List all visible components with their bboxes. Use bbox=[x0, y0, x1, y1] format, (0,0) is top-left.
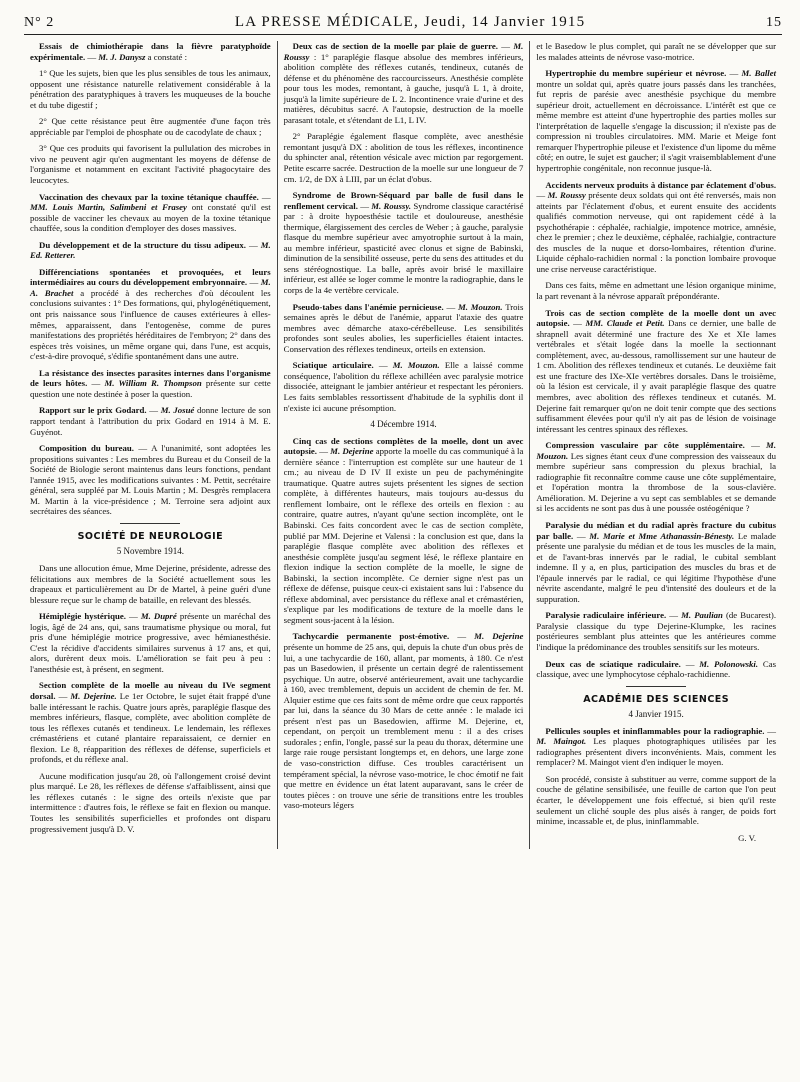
column-2 bbox=[277, 41, 530, 849]
article-heading: Composition du bureau. bbox=[39, 443, 134, 454]
article-heading: Vaccination des chevaux par la toxine tétanique chauffée. bbox=[39, 191, 259, 202]
article-heading: Sciatique articulaire. bbox=[292, 360, 374, 371]
article-author: M. Dupré bbox=[140, 611, 177, 622]
article-paratyphoid: Essais de chimiothérapie dans la fièvre paratyphoïde expérimentale. — M. J. Danysz a constaté : bbox=[30, 41, 271, 62]
article-author: M. Dejerine bbox=[330, 446, 374, 457]
article-heading: Hémiplégie hystérique. bbox=[39, 611, 126, 622]
article-author: M. Ballet bbox=[741, 68, 777, 79]
article-shell-shock: Accidents nerveux produits à distance par éclatement d'obus. — M. Roussy présente deux soldats qui ont été renversés, mais non atteints par l'éclatement d'obus, et eurent ensuite des accidents qualifiés commotion nerveuse, qui ont rapidement cédé à la psychothérapie : céphalée, rachialgie, impotence motrice, amnésie, chez le premier ; chez le deuxième, céphalée, rachialgie, contracture des muscles de la nuque et dorso-lombaires, rétention d'urine. Liquide céphalo-rachidien normal : la ponction lombaire provoque une crise nerveuse caractéristique. bbox=[536, 179, 777, 274]
session-date: 4 Décembre 1914. bbox=[370, 419, 437, 430]
article-author: M. Polonowski. bbox=[699, 658, 759, 669]
article-heading: Rapport sur le prix Godard. bbox=[39, 405, 147, 416]
article-author: M. Mouzon. bbox=[392, 360, 440, 371]
article-heading: Paralysie radiculaire inférieure. bbox=[545, 610, 667, 621]
article-sciatica: Sciatique articulaire. — M. Mouzon. Elle a laissé comme conséquence, l'abolition du réflexe achilléen avec paralysie motrice dissociée, atteignant le jambier antérieur et respectant les péroniers. Les faits semblables ressortissent d'habitude de la syphilis dont il n'existe ici aucune présomption. bbox=[283, 360, 524, 413]
session-date: 4 Janvier 1915. bbox=[628, 709, 684, 720]
article-author: M. Roussy bbox=[547, 190, 586, 201]
article-text: a constaté : bbox=[147, 51, 187, 62]
article-text: Le 1er Octobre, le sujet était frappé d'une balle intéressant le rachis. Quatre jours après, paraplégie flasque des membres inférieurs, flasque, complète, avec abolition complète de tous les réflexes cutanés et tendineux. Le lendemain, les réflexes crémastériens et cutané plantaire reparaissaient, ce dernier en flexion. Le 8, réapparition des réflexes de défense, superficiels et profonds, et du réflexe anal. bbox=[30, 690, 271, 765]
article-section-iv: Section complète de la moelle au niveau du IVe segment dorsal. — M. Dejerine. Le 1er Octobre, le sujet était frappé d'une balle intéressant le rachis. Quatre jours après, paraplégie flasque des membres inférieurs, flasque, complète, avec abolition complète de tous les réflexes cutanés et tendineux. Le lendemain, les réflexes crémastériens et cutané plantaire reparaissaient, ce dernier en flexion. Le 8, réapparition des réflexes de défense, superficiels et profonds, et du réflexe anal. bbox=[30, 680, 271, 765]
page-number: 15 bbox=[766, 15, 782, 30]
signature: G. V. bbox=[738, 832, 757, 843]
article-bureau bbox=[30, 443, 271, 517]
paragraph: Dans une allocution émue, Mme Dejerine, présidente, adresse des félicitations aux membres de la Société actuellement sous les drapeaux et particulièrement au Dr de Martel, à peine guéri d'une blessure reçue sur le champ de bataille, en relevant des blessés. bbox=[30, 562, 271, 605]
article-text: présente un maréchal des logis, âgé de 24 ans, qui, sans traumatisme physique ou moral, fut pris d'une hémiplégie motrice progressive, avec hémianesthésie. C'est la récidive d'accidents similaires survenus à 17 ans, et qui, alors, durèrent deux mois. L'amélioration se fait peu à peu : l'anesthésie est, à présent, en segment. bbox=[30, 611, 271, 674]
column-3 bbox=[529, 41, 782, 849]
article-heading: Essais de chimiothérapie dans la fièvre paratyphoïde expérimentale. bbox=[30, 41, 271, 62]
article-text: Les plaques photographiques utilisées par les radiographes présentent divers inconvénients. Mais, comment les remplacer? M. Maingot vient d'en indiquer le moyen. bbox=[536, 736, 777, 768]
article-author: M. Dejerine bbox=[474, 631, 524, 642]
article-author: M. Ed. Retterer. bbox=[30, 239, 271, 261]
article-text: présente un homme de 25 ans, qui, depuis la chute d'un obus près de lui, a une tachycardie de 160, allant, par moments, à 180. Ce n'est pas un Basedowien, il présente un certain degré de ralentissement psychique. Un autre, observé antérieurement, avait une tachycardie à 160, avec tremblement, depuis un accident de chemin de fer. M. Alquier estime que ces faits sont de même ordre que ceux rapportés par lui, dans la séance du 30 Mars de cette année : le malade ici présent n'est pas un Basedowien, affirme M. Dejerine, et, cependant, on perçoit un tremblement menu : il a des crises sudorales ; enfin, l'ongle, passé sur la peau du thorax, détermine une large raie rouge persistant longtemps et, en dehors, une large zone de vaso-constriction diffuse. Ces troubles caractérisent un tempérament spécial, la névrose vaso-motrice, le choc émotif ne fait que mettre en évidence un état latent auparavant, sans le créer de toutes pièces : on trouve une série de transitions entre les troubles vaso-moteurs légers bbox=[283, 641, 524, 811]
paragraph: Aucune modification jusqu'au 28, où l'allongement croisé devint plus marqué. Le 28, les réflexes de défense s'affaiblissent, ainsi que les réflexes cutanés : le signe des orteils n'existe que par intermittence : d'autres fois, le réflexe se fait en flexion ou manque. Toutes les sensibilités superficielles et profondes ont disparu progressivement jusqu'à D. V. bbox=[30, 770, 271, 834]
page-header bbox=[24, 14, 782, 35]
article-text: apporte la moelle du cas communiqué à la dernière séance : l'interruption est complète sur une hauteur de 1 cm.; au niveau de D IV II existe un peu de pachyméningite traumatique. Quatre autres sujets présentent les signes de section complète, à différentes hauteurs, mais toujours au-dessus du renflement lombaire, ont le réflexe des orteils en flexion : au contraire, quatre autres, n'ayant qu'une section incomplète, ont le Babinski. Ces faits concordent avec le cas de section complète, publié par MM. Dejerine et Valensi : la conclusion est que, dans la paraplégie flasque complète avec abolition des réflexes et anesthésie complète jusqu'au segment lésé, le réflexe plantaire en flexion indique la section complète de la moelle, le signe de Babinski, la section incomplète. Ce dernier signe n'est pas un réflexe de défense, puisque ceux-ci existaient sans lui : l'absence du réflexe abdominal, avec persistance du réflexe anal et crémastérien, s'explique par les modifications de texture de la moelle dans le segment sous-jacent à la lésion. bbox=[283, 446, 524, 625]
paragraph: 2° Que cette résistance peut être augmentée d'une façon très appréciable par l'emploi de phosphate ou de cacodylate de chaux ; bbox=[30, 116, 271, 137]
article-radicular-sciatica: Deux cas de sciatique radiculaire. — M. Polonowski. Cas classique, avec une lymphocytose céphalo-rachidienne. bbox=[536, 658, 777, 680]
paragraph: et le Basedow le plus complet, qui paraît ne se développer que sur les malades atteints de névrose vaso-motrice. bbox=[536, 41, 777, 62]
columns bbox=[24, 41, 782, 849]
article-text: — A l'unanimité, sont adoptées les propositions suivantes : Les membres du Bureau et du Conseil de la Société de Biologie seront maintenus dans leurs fonctions, pendant l'année 1915, avec les modifications suivantes : M. Pettit, secrétaire général, sera suppléé par M. Louis Martin ; M. Desgrès remplacera M. Martin à la vice-présidence ; M. Terroine sera adjoint aux secrétaires des séances. bbox=[30, 443, 271, 517]
article-author: M. Roussy bbox=[283, 41, 524, 62]
session-date: 5 Novembre 1914. bbox=[116, 546, 184, 557]
article-author: M. A. Brachet bbox=[30, 277, 271, 298]
article-pseudo-tabes: Pseudo-tabes dans l'anémie pernicieuse. — M. Mouzon. Trois semaines après le début de l'anémie, apparut l'ataxie des quatre membres avec démarche ataxo-cérébelleuse. Les sensibilités profondes sont seules abolies, les superficielles étaient intactes. Conservation des réflexes tendineux, orteils en extension. bbox=[283, 301, 524, 354]
paragraph: 3° Que ces produits qui favorisent la pullulation des microbes in vivo ne peuvent agir qu'en augmentant les moyens de défense de l'organisme et notamment en excitant l'activité phagocytaire des leucocytes. bbox=[30, 143, 271, 186]
article-heading: Pseudo-tabes dans l'anémie pernicieuse. bbox=[292, 301, 444, 312]
article-godard: Rapport sur le prix Godard. — M. Josué donne lecture de son rapport tendant à l'attribution du prix Godard en 1914 à M. E. Guyénot. bbox=[30, 405, 271, 437]
article-heading: Syndrome de Brown-Séquard par balle de fusil dans le renflement cervical. bbox=[283, 190, 524, 211]
article-differentiation: Différenciations spontanées et provoquées, et leurs intermédiaires au cours du développement embryonnaire. — M. A. Brachet a procédé à des recherches d'où découlent les conclusions suivantes : 1° Des formations, qui, phylogénétiquement, ont pris naissance sous l'influence de causes extérieures à elles-mêmes, apparaissent, dans l'entogenèse, comme de pures manifestations des propriétés héréditaires de l'embryon; 2° dans des espèces très voisines, un même organe qui, dans l'une, est acquis, c'est-à-dire provoqué, s'édifie spontanément dans une autre. bbox=[30, 266, 271, 362]
article-author: M. Marie et Mme Athanassin-Bénesty. bbox=[589, 530, 735, 541]
article-three-cases: Trois cas de section complète de la moelle dont un avec autopsie. — MM. Claude et Petit. Dans ce dernier, une balle de shrapnell avait déterminé une fracture des Xe et XIe lames vertébrales et s'était logée dans la moelle la sectionnant complètement, avec, au-dessous, ramollissement sur une hauteur de 1 cm. Abolition des réflexes tendineux et cutanés. Le deuxième fait est une fracture des IXe-XIe vertèbres dorsales. Dans le troisième, où la lésion est cervicale, il y avait paraplégie flasque des quatre membres, avec abolition des réflexes tendineux et cutanés. M. Dejerine fait remarquer qu'on ne doit tenir compte que des sections suffisamment élevées pour qu'il n'y ait pas de lésion de voisinage intéressant les centres spinaux des réflexes. bbox=[536, 307, 777, 434]
article-tetanus: Vaccination des chevaux par la toxine tétanique chauffée. — MM. Louis Martin, Salimbeni et Frasey ont constaté qu'il est possible de vacciner les chevaux au moyen de la toxine tétanique chauffée, sous la condition d'employer des doses massives. bbox=[30, 191, 271, 234]
paragraph: 2° Paraplégie également flasque complète, avec anesthésie remontant jusqu'à DX : abolition de tous les réflexes, incontinence du sphincter anal, rétention vésicale avec miction par regorgement. Petite escarre sacrée. Destruction de la moelle sur une longueur de 7 cm. 1/2, de DX à LIII, par un éclat d'obus. bbox=[283, 131, 524, 184]
paragraph: 1° Que les sujets, bien que les plus sensibles de tous les animaux, opposent une résistance naturelle relativement considérable à la pénétration des paratyphiques à travers les muqueuses de la bouche et du tube digestif ; bbox=[30, 68, 271, 110]
article-text: donne lecture de son rapport tendant à l'attribution du prix Godard en 1914 à M. E. Guyénot. bbox=[30, 405, 271, 437]
article-heading: Cinq cas de sections complètes de la moelle, dont un avec autopsie. bbox=[283, 435, 524, 457]
article-author: M. Roussy. bbox=[371, 200, 412, 211]
article-author: M. Mouzon. bbox=[536, 440, 777, 461]
article-author: M. Mouzon. bbox=[457, 301, 503, 312]
article-text: ont constaté qu'il est possible de vacciner les chevaux au moyen de la toxine tétanique chauffée, sous la condition d'employer des doses massives. bbox=[30, 202, 271, 234]
section-heading: ACADÉMIE DES SCIENCES bbox=[583, 693, 730, 705]
journal-title: LA PRESSE MÉDICALE, Jeudi, 14 Janvier 1915 bbox=[234, 14, 586, 30]
article-text: Cas classique, avec une lymphocytose céphalo-rachidienne. bbox=[536, 658, 777, 680]
article-heading: Paralysie du médian et du radial après fracture du cubitus par balle. bbox=[536, 519, 777, 541]
article-author: M. William R. Thompson bbox=[104, 378, 202, 389]
paragraph: Son procédé, consiste à substituer au verre, comme support de la couche de gélatine sensibilisée, une feuille de carton que l'on peut écarter, le développement une fois effectué, si bien qu'il reste seulement un cliché souple des plus aisés à ranger, de poids fort minime, incassable et, de plus, ininflammable. bbox=[536, 773, 777, 827]
article-author: M. J. Danysz bbox=[98, 51, 146, 62]
article-heading: Tachycardie permanente post-émotive. bbox=[292, 631, 450, 642]
article-heading: Section complète de la moelle au niveau du IVe segment dorsal. bbox=[30, 680, 271, 701]
article-heading: Trois cas de section complète de la moelle dont un avec autopsie. bbox=[536, 307, 777, 329]
article-radiography-film: Pellicules souples et ininflammables pour la radiographie. — M. Maingot. Les plaques photographiques utilisées par les radiographes présentent divers inconvénients. Mais, comment les remplacer? M. Maingot vient d'en indiquer le moyen. bbox=[536, 725, 777, 768]
article-author: M. Paulian bbox=[681, 610, 723, 621]
section-heading: SOCIÉTÉ DE NEUROLOGIE bbox=[77, 530, 224, 542]
article-radicular: Paralysie radiculaire inférieure. — M. Paulian (de Bucarest). Paralysie classique du type Dejerine-Klumpke, les racines postérieures semblant plus atteintes que les antérieures comme l'indique la prédominance des troubles sensitifs sur les moteurs. bbox=[536, 610, 777, 652]
column-1 bbox=[24, 41, 277, 849]
article-text: : 1° paraplégie flasque absolue des membres inférieurs, abolition complète des réflexes cutanés, tendineux, cutanés de défense et du phénomène des raccourcisseurs. Anesthésie complète pour tous les modes, remontant, à gauche, jusqu'à L 1, à droite, jusqu'à la limite supérieure de L 2. Incontinence vraie d'urine et des matières, décubitus sacré. A l'autopsie, destruction de la moelle parasant totale, et s'étendant de L1, L IV. bbox=[283, 51, 524, 125]
article-text: a procédé à des recherches d'où découlent les conclusions suivantes : 1° Des formations, qui, phylogénétiquement, ont pris naissance sous l'influence de causes extérieures à elles-mêmes, apparaissent, dans l'entogenèse, comme de pures manifestations des propriétés héréditaires de l'embryon; 2° dans des espèces très voisines, un même organe qui, dans l'une, est acquis, c'est-à-dire provoqué, s'édifie spontanément dans une autre. bbox=[30, 287, 271, 362]
article-brown-sequard: Syndrome de Brown-Séquard par balle de fusil dans le renflement cervical. — M. Roussy. Syndrome classique caractérisé par : à droite hypoesthésie tactile et douloureuse, anesthésie thermique, élargissement des cercles de Weber ; à gauche, paralysie flasque du membre supérieur avec amyotrophie surtout à la main, au membre inférieur, spasticité avec clonus et signe de Babinski, diminution de la sensibilité osseuse, perte du sens des attitudes et du sens stéréognostique. La balle, après avoir brisé le maxillaire inférieur, est allée se loger comme le montre la radiographie, dans le corps de la 4e vertèbre cervicale. bbox=[283, 190, 524, 296]
article-heading: Différenciations spontanées et provoquées, et leurs intermédiaires au cours du développement embryonnaire. bbox=[30, 266, 271, 288]
article-war-wound: Deux cas de section de la moelle par plaie de guerre. — M. Roussy : 1° paraplégie flasque absolue des membres inférieurs, abolition complète des réflexes cutanés, tendineux, cutanés de défense et du phénomène des raccourcisseurs. Anesthésie complète pour tous les modes, remontant, à gauche, jusqu'à L 1, à droite, jusqu'à la limite supérieure de L 2. Incontinence vraie d'urine et des matières, décubitus sacré. A l'autopsie, destruction de la moelle parasant totale, et s'étendant de L1, L IV. bbox=[283, 41, 524, 125]
article-heading: Compression vasculaire par côte supplémentaire. bbox=[545, 440, 745, 451]
article-author: MM. Louis Martin, Salimbeni et Frasey bbox=[30, 202, 187, 213]
article-author: MM. Claude et Petit. bbox=[585, 318, 665, 329]
article-text: Trois semaines après le début de l'anémie, apparut l'ataxie des quatre membres avec démarche ataxo-cérébelleuse. Les sensibilités profondes sont seules abolies, les superficielles étaient intactes. Conservation des réflexes tendineux, orteils en extension. bbox=[283, 301, 524, 354]
article-heading: Deux cas de section de la moelle par plaie de guerre. bbox=[292, 41, 498, 51]
article-text: Syndrome classique caractérisé par : à droite hypoesthésie tactile et douloureuse, anesthésie thermique, élargissement des cercles de Weber ; à gauche, paralysie flasque du membre supérieur avec amyotrophie surtout à la main, au membre inférieur, spasticité avec clonus et signe de Babinski, diminution de la sensibilité osseuse, perte du sens des attitudes et du sens stéréognostique. La balle, après avoir brisé le maxillaire inférieur, est allée se loger comme le montre la radiographie, dans le corps de la 4e vertèbre cervicale. bbox=[283, 200, 524, 296]
article-heading: La résistance des insectes parasites internes dans l'organisme de leurs hôtes. bbox=[30, 367, 271, 389]
divider bbox=[626, 686, 686, 687]
article-text: Les signes étant ceux d'une compression des vaisseaux du membre supérieur sans compression du plexus brachial, la radiographie fit reconnaître comme cause une côte supplémentaire, et l'opération montra la thrombose de la sous-clavière. Amélioration. M. Dejerine a vu sept cas semblables et se demande si les accidents ne sont pas dus à une poussée ostéogénique ? bbox=[536, 450, 777, 514]
article-hemiplegia: Hémiplégie hystérique. — M. Dupré présente un maréchal des logis, âgé de 24 ans, qui, sans traumatisme physique ou moral, fut pris d'une hémiplégie motrice progressive, avec hémianesthésie. C'est la récidive d'accidents similaires survenus à 17 ans, et qui, alors, durèrent deux mois. L'amélioration se fait peu à peu : l'anesthésie est, à présent, en segment. bbox=[30, 611, 271, 674]
article-adipose: Du développement et de la structure du tissu adipeux. — M. Ed. Retterer. bbox=[30, 239, 271, 261]
article-text: présente deux soldats qui ont été renversés, mais non atteints par l'éclatement d'obus, et eurent ensuite des accidents qualifiés commotion nerveuse, qui ont rapidement cédé à la psychothérapie : céphalée, rachialgie, impotence motrice, amnésie, chez le premier ; chez le deuxième, céphalée, rachialgie, contracture des muscles de la nuque et dorso-lombaires, rétention d'urine. Liquide céphalo-rachidien normal : la ponction lombaire provoque une crise nerveuse caractéristique. bbox=[536, 190, 777, 274]
issue-number: N° 2 bbox=[24, 15, 55, 30]
article-heading: Du développement et de la structure du tissu adipeux. bbox=[39, 239, 246, 250]
article-author: M. Dejerine. bbox=[70, 690, 117, 701]
article-text: présente sur cette question une note destinée à poser la question. bbox=[30, 378, 271, 399]
article-text: Elle a laissé comme conséquence, l'abolition du réflexe achilléen avec paralysie motrice dissociée, atteignant le jambier antérieur et respectant les péroniers. Les faits semblables ressortissent d'habitude de la syphilis dont il n'existe ici aucune présomption. bbox=[283, 360, 524, 413]
divider bbox=[120, 523, 180, 524]
article-heading: Accidents nerveux produits à distance par éclatement d'obus. bbox=[545, 179, 777, 190]
article-text: montre un soldat qui, après quatre jours passés dans les tranchées, fut repris de parésie avec anesthésie psychique du membre supérieur droit, actuellement en décroissance. L'intérêt est que ce même membre est atteint d'une hypertrophie des parties molles sur l'interprétation de laquelle s'engage la discussion; il n'existe pas de compression ni troubles circulatoires. MM. Marie et Meige font remarquer l'hypertrophie pileuse et l'existence d'un lipome du même côté; en outre, le sujet est gaucher; il s'agit vraisemblablement d'une hypertrophie congénitale, non reconnue jusque-là. bbox=[536, 78, 777, 174]
article-heading: Pellicules souples et ininflammables pour la radiographie. bbox=[545, 725, 765, 736]
article-heading: Deux cas de sciatique radiculaire. bbox=[545, 658, 681, 669]
article-insects: La résistance des insectes parasites internes dans l'organisme de leurs hôtes. — M. William R. Thompson présente sur cette question une note destinée à poser la question. bbox=[30, 367, 271, 399]
article-median-radial: Paralysie du médian et du radial après fracture du cubitus par balle. — M. Marie et Mme Athanassin-Bénesty. Le malade présente une paralysie du médian et de tous les muscles de la main, et de l'avant-bras innervés par le radial, le cubital semblant indemne. Il y a, en plus, participation des muscles du bras et de l'épaule innervés par le radial, ce qui légitime l'hypothèse d'une névrite ascendante, malgré le peu d'intensité des douleurs et de la suppuration. bbox=[536, 519, 777, 604]
article-text: Le malade présente une paralysie du médian et de tous les muscles de la main, et de l'avant-bras innervés par le radial, le cubital semblant indemne. Il y a, en plus, participation des muscles du bras et de l'épaule innervés par le radial, ce qui légitime l'hypothèse d'une névrite ascendante, malgré le peu d'intensité des douleurs et de la suppuration. bbox=[536, 530, 777, 604]
article-heading: Hypertrophie du membre supérieur et névrose. bbox=[545, 68, 727, 79]
paragraph: Dans ces faits, même en admettant une lésion organique minime, la part revenant à la névrose apparaît prépondérante. bbox=[536, 280, 777, 302]
article-cervical-rib: Compression vasculaire par côte supplémentaire. — M. Mouzon. Les signes étant ceux d'une compression des vaisseaux du membre supérieur sans compression du plexus brachial, la radiographie fit reconnaître comme cause une côte supplémentaire, et l'opération montra la thrombose de la sous-clavière. Amélioration. M. Dejerine a vu sept cas semblables et se demande si les accidents ne sont pas dus à une poussée ostéogénique ? bbox=[536, 440, 777, 514]
article-tachycardia: Tachycardie permanente post-émotive. — M. Dejerine présente un homme de 25 ans, qui, depuis la chute d'un obus près de lui, a une tachycardie de 160, allant, par moments, à 180. Ce n'est pas un Basedowien, il présente un certain degré de ralentissement psychique. Un autre, observé antérieurement, avait une tachycardie à 160, avec tremblement, depuis un accident de chemin de fer. M. Alquier estime que ces faits sont de même ordre que ceux rapportés par lui, dans la séance du 30 Mars de cette année : le malade ici présent n'est pas un Basedowien, affirme M. Dejerine, et, cependant, on perçoit un tremblement menu : il a des crises sudorales ; enfin, l'ongle, passé sur la peau du thorax, détermine une large raie rouge persistant longtemps et, en dehors, une large zone de vaso-constriction diffuse. Ces troubles caractérisent un tempérament spécial, la névrose vaso-motrice, le choc émotif ne fait que mettre en évidence un état latent auparavant, sans le créer de toutes pièces : on trouve une série de transitions entre les troubles vaso-moteurs légers bbox=[283, 631, 524, 811]
article-hypertrophy: Hypertrophie du membre supérieur et névrose. — M. Ballet montre un soldat qui, après quatre jours passés dans les tranchées, fut repris de parésie avec anesthésie psychique du membre supérieur droit, actuellement en décroissance. L'intérêt est que ce même membre est atteint d'une hypertrophie des parties molles sur l'interprétation de laquelle s'engage la discussion; il n'existe pas de compression ni troubles circulatoires. MM. Marie et Meige font remarquer l'hypertrophie pileuse et l'existence d'un lipome du même côté; en outre, le sujet est gaucher; il s'agit vraisemblablement d'une hypertrophie congénitale, non reconnue jusque-là. bbox=[536, 68, 777, 174]
article-author: M. Maingot. bbox=[536, 736, 587, 747]
article-text: Dans ce dernier, une balle de shrapnell avait déterminé une fracture des Xe et XIe lames vertébrales et s'était logée dans la moelle la sectionnant complètement, avec, au-dessous, ramollissement sur une hauteur de 1 cm. Abolition des réflexes tendineux et cutanés. Le deuxième fait est une fracture des IXe-XIe vertèbres dorsales. Dans le troisième, où la lésion est cervicale, il y avait paraplégie flasque des quatre membres, avec abolition des réflexes tendineux et cutanés. M. Dejerine fait remarquer qu'on ne doit tenir compte que des sections suffisamment élevées pour qu'il n'y ait pas de lésion de voisinage intéressant les centres spinaux des réflexes. bbox=[536, 318, 777, 434]
article-five-cases: Cinq cas de sections complètes de la moelle, dont un avec autopsie. — M. Dejerine apporte la moelle du cas communiqué à la dernière séance : l'interruption est complète sur une hauteur de 1 cm.; au niveau de D IV II existe un peu de pachyméningite traumatique. Quatre autres sujets présentent les signes de section complète, à différentes hauteurs, mais toujours au-dessus du renflement lombaire, ont le réflexe des orteils en flexion : au contraire, quatre autres, n'ayant qu'une section incomplète, ont le Babinski. Ces faits concordent avec le cas de section complète, publié par MM. Dejerine et Valensi : la conclusion est que, dans la paraplégie flasque complète avec abolition des réflexes et anesthésie complète jusqu'au segment lésé, le réflexe plantaire en flexion indique la section complète de la moelle, le signe de Babinski, la section incomplète. Ce dernier signe n'est pas un réflexe de défense, puisque ceux-ci existaient sans lui : l'absence du réflexe abdominal, avec persistance du réflexe anal et crémastérien, s'explique par les modifications de texture de la moelle dans le segment sous-jacent à la lésion. bbox=[283, 435, 524, 625]
article-text: (de Bucarest). Paralysie classique du type Dejerine-Klumpke, les racines postérieures semblant plus atteintes que les antérieures comme l'indique la prédominance des troubles sensitifs sur les moteurs. bbox=[536, 610, 777, 652]
article-author: M. Josué bbox=[160, 405, 195, 416]
